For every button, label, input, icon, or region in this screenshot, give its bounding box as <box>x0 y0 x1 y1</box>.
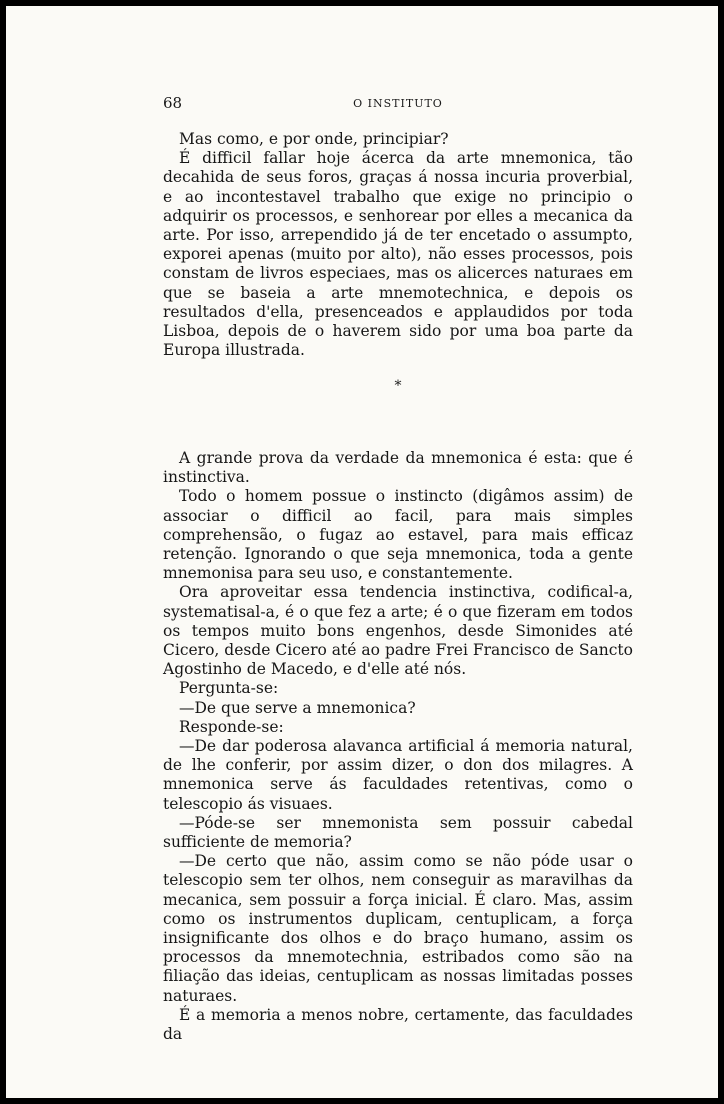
paragraph: A grande prova da verdade da mnemonica é esta: que é instinctiva. <box>163 449 633 487</box>
section-separator: * <box>394 378 402 394</box>
paragraph: Responde-se: <box>179 717 284 736</box>
paragraph: Pergunta-se: <box>179 679 279 698</box>
section-one <box>163 130 633 360</box>
dialog-line: —De que serve a mnemonica? <box>179 698 416 717</box>
page-header <box>163 94 633 114</box>
paragraph: É a memoria a menos nobre, certamente, das faculdades da <box>163 1005 633 1044</box>
page-number: 68 <box>163 94 183 112</box>
running-title: O INSTITUTO <box>353 97 443 110</box>
paragraph: Todo o homem possue o instincto (digâmos assim) de associar o difficil ao facil, para mais simples comprehensão, o fugaz ao estavel, para mais efficaz retenção. Ignorando o que seja mnemonica, toda a gente mnemonisa para seu uso, e constantemente. <box>163 487 633 583</box>
paragraph: Mas como, e por onde, principiar? <box>179 130 449 148</box>
dialog-line: —Póde-se ser mnemonista sem possuir cabedal sufficiente de memoria? <box>163 813 633 852</box>
dialog-line: —De dar poderosa alavanca artificial á memoria natural, de lhe conferir, por assim dizer, o don dos milagres. A mnemonica serve ás faculdades retentivas, como o telescopio ás visuaes. <box>163 737 633 813</box>
paragraph: Ora aproveitar essa tendencia instinctiva, codifical-a, systematisal-a, é o que fez a arte; é o que fizeram em todos os tempos muito bons engenhos, desde Simonides até Cicero, desde Cicero até ao padre Frei Francisco de Sancto Agostinho de Macedo, e d'elle até nós. <box>163 583 633 679</box>
section-two <box>163 449 633 1044</box>
dialog-line: —De certo que não, assim como se não póde usar o telescopio sem ter olhos, nem conseguir as maravilhas da mecanica, sem possuir a força inicial. É claro. Mas, assim como os instrumentos duplicam, centuplicam, a força insignificante dos olhos e do braço humano, assim os processos da mnemotechnia, estribados como são na filiação das ideias, centuplicam as nossas limitadas posses naturaes. <box>163 852 633 1005</box>
paragraph: É difficil fallar hoje ácerca da arte mnemonica, tão decahida de seus foros, graças á nossa incuria proverbial, e ao incontestavel trabalho que exige no principio o adquirir os processos, e senhorear por elles a mecanica da arte. Por isso, arrependido já de ter encetado o assumpto, exporei apenas (muito por alto), não esses processos, pois constam de livros especiaes, mas os alicerces naturaes em que se baseia a arte mnemotechnica, e depois os resultados d'ella, presenceados e applaudidos por toda Lisboa, depois de o haverem sido por uma boa parte da Europa illustrada. <box>163 149 633 360</box>
book-page <box>6 6 718 1098</box>
